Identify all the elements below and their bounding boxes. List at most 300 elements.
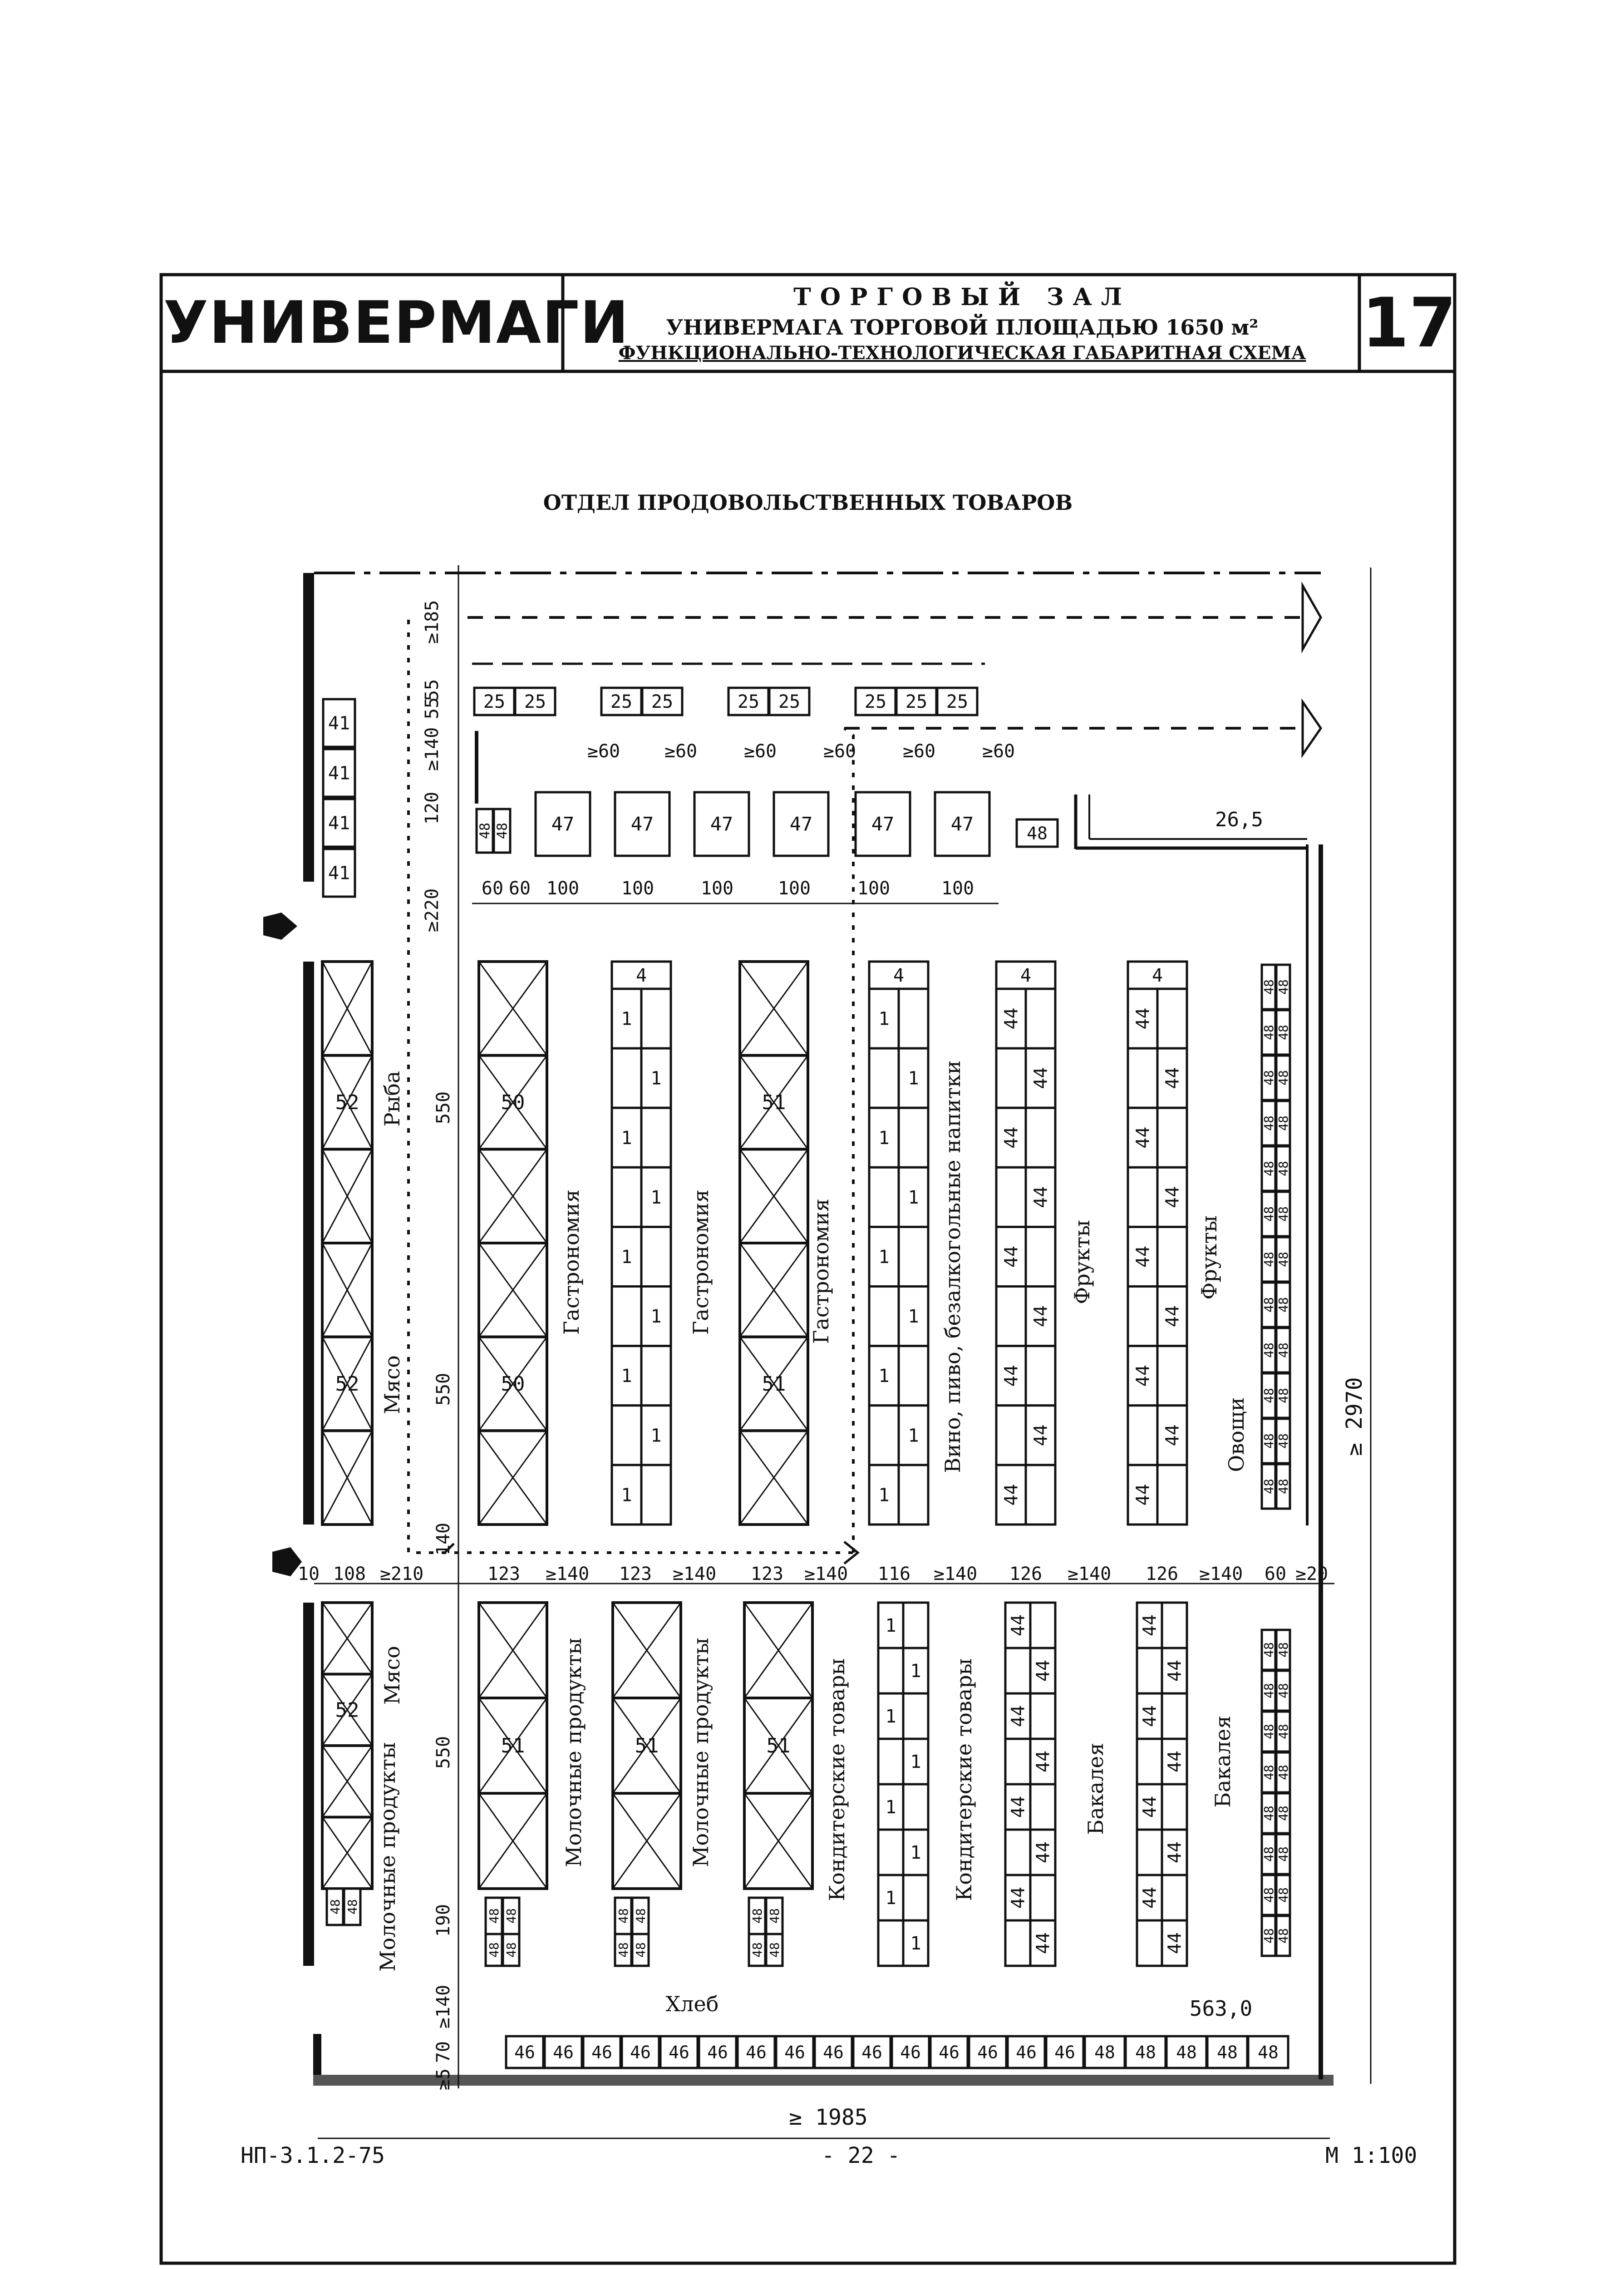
dimension-label: 100 (778, 878, 811, 899)
dimension-label: 100 (546, 878, 580, 899)
counter-code: 51 (762, 1091, 786, 1114)
bread-rack-46-code: 46 (861, 2042, 882, 2063)
dept-confectionery-2: Кондитерские товары (952, 1658, 976, 1901)
dept-gastronomy-3: Гастрономия (809, 1198, 833, 1344)
gastro-shelf-cell (641, 1227, 671, 1286)
fruit-shelf-2-cell-code: 44 (1162, 1067, 1183, 1089)
dimension-label: ≥220 (422, 888, 443, 933)
confectionery-shelf-code: 1 (885, 1888, 896, 1909)
fruit-shelf-2-cell (1128, 1167, 1157, 1227)
grocery-shelf-2-code: 44 (1139, 1886, 1161, 1909)
grocery-shelf-code: 44 (1033, 1932, 1054, 1954)
shelf-25-code: 25 (864, 691, 887, 712)
bread-rack-46-code: 46 (553, 2042, 574, 2063)
fruit-shelf-cell (996, 1167, 1026, 1227)
gastro-shelf-cell-code: 1 (650, 1187, 662, 1208)
dimension-label: ≥210 (379, 1564, 424, 1584)
dept-dairy-left: Молочные продукты (375, 1742, 400, 1972)
rack-48-code: 48 (1261, 1070, 1276, 1086)
rack-48-code: 48 (1275, 1683, 1291, 1698)
wine-shelf-cell (869, 1406, 899, 1465)
wine-shelf-cell (899, 1465, 928, 1525)
counter-code: 51 (501, 1734, 525, 1757)
confectionery-shelf (878, 1830, 903, 1875)
bread-rack-48-code: 48 (1094, 2042, 1115, 2063)
fruit-shelf-2-cell (1157, 1465, 1187, 1525)
rack-48-code: 48 (1275, 1025, 1291, 1040)
bread-rack-46-code: 46 (1054, 2042, 1075, 2063)
dimension-label: ≥140 (933, 1564, 978, 1584)
rack-48-code: 48 (767, 1908, 782, 1924)
dept-gastronomy: Гастрономия (559, 1189, 584, 1335)
wall-left-low (303, 1603, 314, 1966)
clearance-label: ≥60 (587, 741, 620, 762)
rack-48-code: 48 (1261, 1479, 1276, 1494)
gastro-shelf-cell-code: 1 (621, 1008, 632, 1030)
page-number: - 22 - (822, 2143, 901, 2168)
rack-48-code: 48 (1261, 1297, 1276, 1313)
rack-48-code: 48 (344, 1899, 360, 1915)
rack-48-code: 48 (1275, 1846, 1291, 1862)
rack-48-code: 48 (1275, 1642, 1291, 1658)
wine-shelf-cell-code: 1 (878, 1127, 890, 1149)
confectionery-shelf (878, 1920, 903, 1966)
rack-48-code: 48 (1261, 1928, 1276, 1944)
dimension-label: 60 (481, 878, 504, 899)
grocery-shelf-2 (1162, 1875, 1187, 1920)
dimension-26-5: 26,5 (1215, 808, 1263, 831)
counter-code: 51 (762, 1372, 786, 1396)
bread-rack-48-code: 48 (1217, 2042, 1238, 2063)
rack-48-code: 48 (767, 1942, 782, 1958)
dimension-label: 123 (487, 1564, 521, 1584)
counter-47-code: 47 (710, 813, 733, 835)
dept-fruits-2: Фрукты (1197, 1215, 1221, 1300)
rack-48-code: 48 (1275, 1342, 1291, 1358)
grocery-shelf-2 (1137, 1920, 1162, 1966)
dept-vegetables: Овощи (1224, 1397, 1249, 1472)
dimension-label: ≥140 (804, 1564, 848, 1584)
fruit-shelf-cell (1026, 1227, 1055, 1286)
rack-48-code: 48 (1275, 1806, 1291, 1821)
dimension-label: 55 (422, 697, 443, 720)
grocery-shelf-2-code: 44 (1139, 1614, 1161, 1637)
rack-48-code: 48 (1275, 1887, 1291, 1903)
wine-shelf-cell (899, 989, 928, 1048)
bread-rack-46-code: 46 (591, 2042, 612, 2063)
dimension-label: 123 (750, 1564, 784, 1584)
wine-shelf-cell-code: 1 (878, 1247, 890, 1268)
rack-48-code: 48 (1261, 1846, 1276, 1862)
shelf-25-code: 25 (524, 691, 546, 712)
fruit-shelf-cell-code: 44 (1001, 1365, 1022, 1387)
rack-48-code: 48 (1261, 1252, 1276, 1267)
dimension-label: 108 (333, 1564, 366, 1584)
dimension-label: 550 (433, 1736, 454, 1769)
grocery-shelf-2-code: 44 (1164, 1932, 1186, 1954)
rack-48-code: 48 (1275, 1388, 1291, 1403)
bread-rack-46-code: 46 (1016, 2042, 1037, 2063)
fruit-shelf-cell-code: 44 (1030, 1305, 1052, 1327)
rack-48-code: 48 (1275, 1070, 1291, 1086)
gastro-shelf-cell-code: 1 (650, 1306, 662, 1327)
dimension-label: 10 (297, 1564, 320, 1584)
shelf-25-code: 25 (778, 691, 801, 712)
shelf-25-code: 25 (651, 691, 674, 712)
dimension-label: 100 (700, 878, 734, 899)
fruit-shelf-2-cell-code: 44 (1132, 1365, 1154, 1387)
dimension-label: ≥140 (433, 1984, 454, 2029)
dept-grocery-2: Бакалея (1211, 1715, 1235, 1808)
rack-48-code: 48 (1261, 1206, 1276, 1222)
shelf-25-code: 25 (610, 691, 633, 712)
wine-shelf-cell (899, 1346, 928, 1406)
fruit-shelf-2-cell (1157, 989, 1187, 1048)
gastro-shelf-cell-code: 1 (621, 1127, 632, 1149)
fruit-shelf-head-code: 4 (1020, 965, 1032, 986)
clearance-label: ≥60 (982, 741, 1015, 762)
wine-shelf-cell-code: 1 (908, 1306, 919, 1327)
gastro-shelf-head-code: 4 (635, 965, 647, 986)
wine-shelf-cell (899, 1108, 928, 1167)
dept-grocery: Бакалея (1083, 1742, 1108, 1835)
rack-48-code: 48 (1261, 1806, 1276, 1821)
fruit-shelf-cell (996, 1287, 1026, 1346)
fruit-shelf-cell (996, 1048, 1026, 1108)
fruit-shelf-2-cell (1157, 1108, 1187, 1167)
clearance-label: ≥60 (902, 741, 936, 762)
wine-shelf-cell (869, 1048, 899, 1108)
bread-rack-46-code: 46 (977, 2042, 998, 2063)
cabinet-41-code: 41 (328, 813, 350, 834)
confectionery-shelf-code: 1 (885, 1706, 896, 1727)
grocery-shelf-2-code: 44 (1139, 1796, 1161, 1818)
grocery-shelf-code: 44 (1008, 1705, 1029, 1727)
rack-48-code: 48 (503, 1908, 519, 1924)
wine-shelf-cell-code: 1 (908, 1425, 919, 1446)
scale: М 1:100 (1325, 2143, 1417, 2168)
rack-48-code: 48 (615, 1908, 631, 1924)
wall-bottom (313, 2075, 1334, 2086)
gastro-shelf-cell (612, 1167, 641, 1227)
rack-48-code: 48 (1275, 1161, 1291, 1176)
dimension-label: 120 (422, 791, 443, 825)
rack-48-code: 48 (1275, 1765, 1291, 1780)
gastro-shelf-cell (641, 989, 671, 1048)
grocery-shelf (1005, 1830, 1030, 1875)
dept-fruits: Фрукты (1070, 1220, 1094, 1304)
rack-48-code: 48 (615, 1942, 631, 1958)
rack-48-code: 48 (1261, 979, 1276, 995)
fruit-shelf-2-cell (1128, 1287, 1157, 1346)
fruit-shelf-cell-code: 44 (1030, 1424, 1052, 1446)
grocery-shelf-code: 44 (1008, 1796, 1029, 1818)
overall-height: ≥ 2970 (1342, 1377, 1367, 1456)
plan-title: ОТДЕЛ ПРОДОВОЛЬСТВЕННЫХ ТОВАРОВ (543, 490, 1073, 515)
dimension-label: 55 (422, 679, 443, 701)
cabinet-41-code: 41 (328, 713, 350, 734)
shelf-25-code: 25 (483, 691, 506, 712)
rack-48-code: 48 (1261, 1115, 1276, 1131)
dimension-label: 140 (433, 1522, 454, 1556)
sheet-subtitle-1: УНИВЕРМАГА ТОРГОВОЙ ПЛОЩАДЬЮ 1650 м² (666, 315, 1259, 340)
fruit-shelf-2-head-code: 4 (1152, 965, 1163, 986)
wine-shelf-cell (899, 1227, 928, 1286)
rack-48-code: 48 (486, 1908, 502, 1924)
dimension-label: ≥140 (422, 727, 443, 771)
wine-shelf-cell-code: 1 (908, 1187, 919, 1208)
bread-rack-46-code: 46 (746, 2042, 767, 2063)
rack-48-code: 48 (1261, 1161, 1276, 1176)
counter-47-code: 47 (789, 813, 813, 835)
grocery-shelf-2 (1162, 1784, 1187, 1830)
fruit-shelf-2-cell-code: 44 (1132, 1007, 1154, 1030)
wine-shelf-cell-code: 1 (908, 1068, 919, 1089)
rack-48-code: 48 (327, 1899, 343, 1915)
gastro-shelf-cell-code: 1 (621, 1485, 632, 1506)
wine-shelf-cell-code: 1 (878, 1008, 890, 1030)
dept-confectionery: Кондитерские товары (825, 1658, 849, 1901)
grocery-shelf (1030, 1693, 1055, 1739)
dept-dairy-2: Молочные продукты (689, 1638, 713, 1867)
grocery-shelf-code: 44 (1033, 1750, 1054, 1773)
dimension-label: ≥140 (545, 1564, 590, 1584)
rack-48-code: 48 (1275, 979, 1291, 995)
counter-47-code: 47 (950, 813, 974, 835)
sheet-title: ТОРГОВЫЙ ЗАЛ (793, 283, 1131, 311)
wall-left-mid (303, 962, 314, 1525)
cabinet-41-code: 41 (328, 763, 350, 784)
grocery-shelf (1005, 1920, 1030, 1966)
dept-fish: Рыба (380, 1071, 404, 1127)
counter-47-code: 47 (871, 813, 895, 835)
wine-shelf-cell-code: 1 (878, 1485, 890, 1506)
rack-48-code: 48 (1261, 1765, 1276, 1780)
bread-rack-46-code: 46 (939, 2042, 960, 2063)
dimension-label: ≥140 (1067, 1564, 1112, 1584)
grocery-shelf-code: 44 (1008, 1614, 1029, 1637)
confectionery-shelf (903, 1875, 928, 1920)
gastro-shelf-cell (641, 1465, 671, 1525)
overall-width: ≥ 1985 (789, 2105, 868, 2130)
clearance-label: ≥60 (664, 741, 698, 762)
fruit-shelf-2-cell (1128, 1048, 1157, 1108)
dimension-label: ≥5 (433, 2068, 454, 2091)
sheet-subtitle-2: ФУНКЦИОНАЛЬНО-ТЕХНОЛОГИЧЕСКАЯ ГАБАРИТНАЯ СХЕМА (618, 342, 1306, 364)
confectionery-shelf (903, 1784, 928, 1830)
bread-rack-46-code: 46 (707, 2042, 728, 2063)
dimension-label: 116 (877, 1564, 911, 1584)
rack-48-code: 48 (1275, 1206, 1291, 1222)
fruit-shelf-2-cell-code: 44 (1162, 1186, 1183, 1208)
dept-wine: Вино, пиво, безалкогольные напитки (940, 1060, 965, 1473)
dimension-label: ≥140 (672, 1564, 717, 1584)
dept-meat: Мясо (380, 1355, 404, 1414)
grocery-shelf-2-code: 44 (1164, 1841, 1186, 1864)
rack-48-code: 48 (477, 822, 493, 839)
confectionery-shelf-code: 1 (910, 1752, 921, 1772)
wine-shelf-head-code: 4 (893, 965, 905, 986)
grocery-shelf-code: 44 (1033, 1659, 1054, 1682)
fruit-shelf-cell (1026, 989, 1055, 1048)
fruit-shelf-2-cell-code: 44 (1132, 1126, 1154, 1149)
bread-rack-46-code: 46 (784, 2042, 805, 2063)
fruit-shelf-cell-code: 44 (1030, 1067, 1052, 1089)
grocery-shelf (1005, 1739, 1030, 1784)
rack-48-code: 48 (749, 1942, 765, 1958)
bread-rack-46-code: 46 (630, 2042, 651, 2063)
gastro-shelf-cell (612, 1287, 641, 1346)
confectionery-shelf-code: 1 (910, 1933, 921, 1954)
rack-48-code: 48 (1275, 1928, 1291, 1944)
fruit-shelf-2-cell (1128, 1406, 1157, 1465)
fruit-shelf-cell-code: 44 (1001, 1245, 1022, 1268)
dimension-label: 70 (433, 2041, 454, 2063)
rack-48-code: 48 (1275, 1297, 1291, 1313)
fruit-shelf-cell (1026, 1346, 1055, 1406)
rack-48-code: 48 (1275, 1724, 1291, 1739)
confectionery-shelf (903, 1603, 928, 1648)
grocery-shelf-2 (1162, 1693, 1187, 1739)
confectionery-shelf (903, 1693, 928, 1739)
confectionery-shelf-code: 1 (885, 1797, 896, 1818)
confectionery-shelf-code: 1 (910, 1661, 921, 1682)
series-title: УНИВЕРМАГИ (163, 289, 630, 357)
gastro-shelf-cell (612, 1048, 641, 1108)
rack-48-code: 48 (503, 1942, 519, 1958)
grocery-shelf-2-code: 44 (1164, 1659, 1186, 1682)
counter-47-code: 47 (630, 813, 654, 835)
rack-48-code: 48 (486, 1942, 502, 1958)
rack-48-code: 48 (1261, 1887, 1276, 1903)
dimension-label: ≥140 (1199, 1564, 1243, 1584)
clearance-label: ≥60 (823, 741, 856, 762)
wall-left-top (303, 573, 314, 882)
rack-48-code: 48 (1261, 1642, 1276, 1658)
bread-rack-48-code: 48 (1176, 2042, 1197, 2063)
counter-code: 52 (335, 1091, 359, 1114)
rack-48-code: 48 (749, 1908, 765, 1924)
rack-48-code: 48 (1261, 1433, 1276, 1449)
dimension-label: 60 (508, 878, 531, 899)
bread-rack-46-code: 46 (669, 2042, 689, 2063)
dimension-label: 550 (433, 1091, 454, 1125)
dept-gastronomy-2: Гастрономия (689, 1189, 713, 1335)
cabinet-41-code: 41 (328, 863, 350, 884)
grocery-shelf (1030, 1784, 1055, 1830)
fruit-shelf-cell (1026, 1465, 1055, 1525)
wine-shelf-cell (869, 1167, 899, 1227)
header-block (565, 278, 1359, 369)
wine-shelf-cell (869, 1287, 899, 1346)
bread-rack-48-code: 48 (1135, 2042, 1156, 2063)
dimension-label: ≥185 (422, 600, 443, 644)
dimension-label: ≥20 (1295, 1564, 1329, 1584)
rack-48-code: 48 (1261, 1683, 1276, 1698)
dimension-label: 60 (1264, 1564, 1287, 1584)
bread-rack-48-code: 48 (1258, 2042, 1279, 2063)
dimension-label: 550 (433, 1372, 454, 1406)
shelf-25-code: 25 (737, 691, 760, 712)
rack-48-code: 48 (1261, 1342, 1276, 1358)
gastro-shelf-cell-code: 1 (621, 1366, 632, 1387)
rack-48-code: 48 (633, 1908, 648, 1924)
fruit-shelf-2-cell (1157, 1346, 1187, 1406)
fruit-shelf-cell-code: 44 (1001, 1484, 1022, 1506)
wine-shelf-cell-code: 1 (878, 1366, 890, 1387)
dimension-label: 100 (621, 878, 655, 899)
grocery-shelf (1005, 1648, 1030, 1693)
grocery-shelf-code: 44 (1008, 1886, 1029, 1909)
shelf-25-code: 25 (905, 691, 928, 712)
gastro-shelf-cell (612, 1406, 641, 1465)
gastro-shelf-cell-code: 1 (621, 1247, 632, 1268)
bread-rack-46-code: 46 (900, 2042, 921, 2063)
grocery-shelf (1030, 1603, 1055, 1648)
gastro-shelf-cell (641, 1108, 671, 1167)
clearance-label: ≥60 (743, 741, 777, 762)
rack-48-code: 48 (1261, 1025, 1276, 1040)
dept-meat-lower: Мясо (380, 1646, 404, 1705)
rack-48-code: 48 (494, 822, 511, 839)
grocery-shelf-2-code: 44 (1139, 1705, 1161, 1727)
fruit-shelf-cell-code: 44 (1030, 1186, 1052, 1208)
dimension-label: 126 (1145, 1564, 1179, 1584)
confectionery-shelf (878, 1739, 903, 1784)
sheet-number: 17 (1362, 284, 1457, 363)
bread-rack-46-code: 46 (514, 2042, 535, 2063)
fruit-shelf-2-cell-code: 44 (1162, 1424, 1183, 1446)
rack-48-code: 48 (633, 1942, 648, 1958)
dimension-label: 126 (1009, 1564, 1043, 1584)
fruit-shelf-cell-code: 44 (1001, 1126, 1022, 1149)
counter-code: 52 (335, 1372, 359, 1396)
grocery-shelf-2 (1162, 1603, 1187, 1648)
gastro-shelf-cell-code: 1 (650, 1068, 662, 1089)
counter-code: 50 (501, 1372, 525, 1396)
dimension-563: 563,0 (1189, 1996, 1253, 2021)
shelf-25-code: 25 (946, 691, 969, 712)
confectionery-shelf-code: 1 (885, 1615, 896, 1636)
dept-dairy: Молочные продукты (561, 1638, 586, 1867)
fruit-shelf-2-cell-code: 44 (1132, 1484, 1154, 1506)
rack-48-code: 48 (1027, 823, 1048, 844)
fruit-shelf-cell-code: 44 (1001, 1007, 1022, 1030)
fruit-shelf-cell (996, 1406, 1026, 1465)
dimension-label: 123 (619, 1564, 652, 1584)
rack-48-code: 48 (1261, 1724, 1276, 1739)
rack-48-code: 48 (1275, 1115, 1291, 1131)
grocery-shelf-2 (1137, 1830, 1162, 1875)
grocery-shelf-2 (1137, 1739, 1162, 1784)
dimension-label: 190 (433, 1904, 454, 1937)
confectionery-shelf-code: 1 (910, 1842, 921, 1863)
counter-47-code: 47 (551, 813, 575, 835)
rack-48-code: 48 (1275, 1479, 1291, 1494)
fruit-shelf-2-cell (1157, 1227, 1187, 1286)
fruit-shelf-cell (1026, 1108, 1055, 1167)
counter-code: 52 (335, 1698, 359, 1722)
rack-48-code: 48 (1275, 1433, 1291, 1449)
gastro-shelf-cell (641, 1346, 671, 1406)
gastro-shelf-cell-code: 1 (650, 1425, 662, 1446)
rack-48-code: 48 (1261, 1388, 1276, 1403)
grocery-shelf-2-code: 44 (1164, 1750, 1186, 1773)
bread-rack-46-code: 46 (823, 2042, 844, 2063)
dimension-label: 100 (857, 878, 891, 899)
fruit-shelf-2-cell-code: 44 (1132, 1245, 1154, 1268)
grocery-shelf (1030, 1875, 1055, 1920)
